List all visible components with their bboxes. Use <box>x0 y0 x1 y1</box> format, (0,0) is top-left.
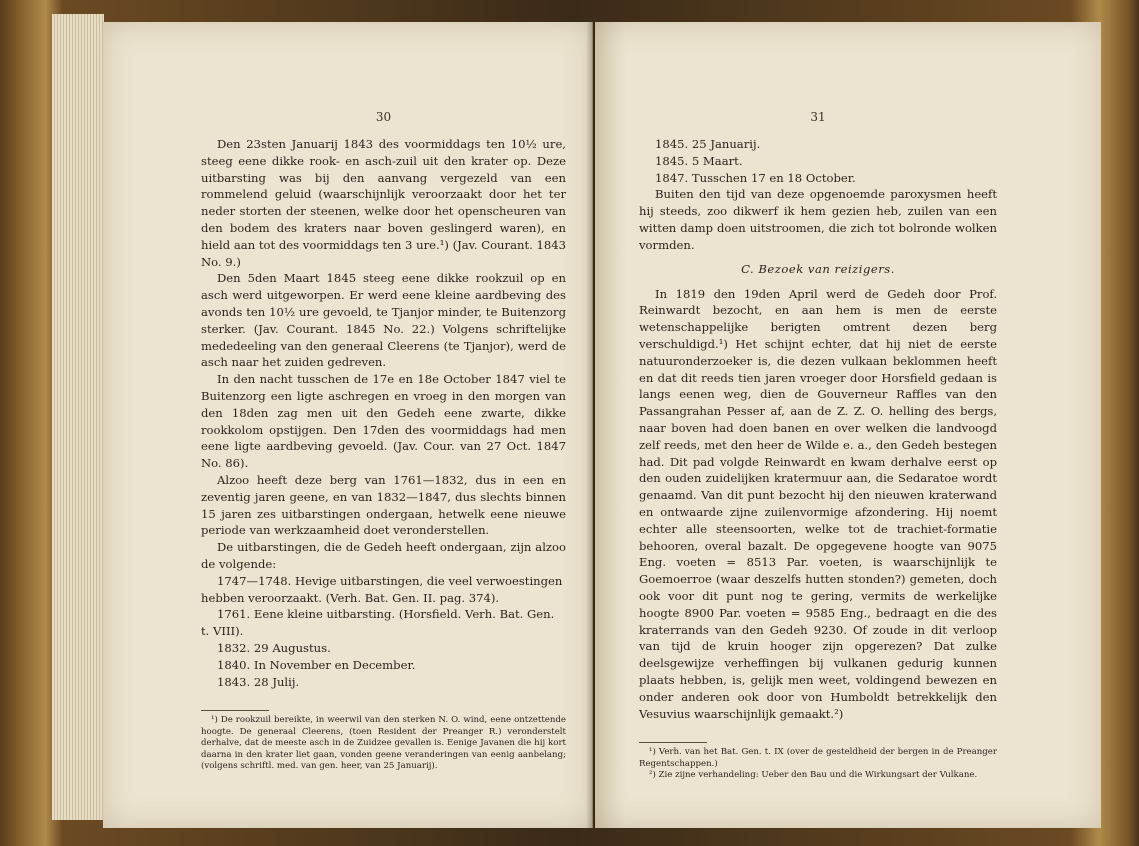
right-body-text-top <box>639 186 997 253</box>
paragraph: In 1819 den 19den April werd de Gedeh door Prof. Reinwardt bezocht, en aan hem is men de eerste wetenschappelijke berigten omtrent dezen berg verschuldigd.¹) Het schijnt echter, dat hij niet de eerste natuuronderzoeker is, die dezen vulkaan beklommen heeft en dat dit reeds tien jaren vroeger door Horsfield gedaan is langs eenen weg, dien de Gouverneur Raffles van den Passangrahan Pesser af, aan de Z. Z. O. helling des bergs, naar boven had doen banen en over welken die landvoogd zelf reeds, met den heer de Wilde e. a., den Gedeh bestegen had. Dit pad volgde Reinwardt en kwam derhalve eerst op den ouden zuidelijken kratermuur aan, die Sedaratoe wordt genaamd. Van dit punt bezocht hij den nieuwen kraterwand en ontwaarde zijne zuilenvormige afzondering. Hij noemt echter alle steensoorten, welke tot de trachiet-formatie behooren, overal bazalt. De opgegevene hoogte van 9075 Eng. voeten = 8513 Par. voeten, is waarschijnlijk te Goemoerroe (waar deszelfs hutten stonden?) gemeten, doch ook voor dit punt nog te gering, vermits de werkelijke hoogte 8900 Par. voeten = 9585 Eng., bedraagt en die des kraterrands van den Gedeh 9230. Of zoude in dit verloop van tijd de kruin hooger zijn opgerezen? Dat zulke deelsgewijze verheffingen bij vulkanen gedurig kunnen plaats hebben, is, gelijk men weet, voldingend bewezen en onder anderen ook door von Humboldt betrekkelijk den Vesuvius waarschijnlijk gemaakt.²) <box>639 286 997 721</box>
paragraph: De uitbarstingen, die de Gedeh heeft ondergaan, zijn alzoo de volgende: <box>201 540 566 571</box>
list-item: 1843. 28 Julij. <box>217 674 300 689</box>
paragraph: Buiten den tijd van deze opgenoemde paroxysmen heeft hij steeds, zoo dikwerf ik hem gezien heb, zuilen van een witten damp doen uitstroomen, die zich tot bolronde wolken vormden. <box>639 187 997 252</box>
left-body-text <box>201 136 566 573</box>
paragraph: Den 5den Maart 1845 steeg eene dikke rookzuil op en asch werd uitgeworpen. Er werd eene kleine aardbeving des avonds ten 10½ ure gevoeld, te Tjanjor minder, te Buitenzorg sterker. (Jav. Courant. 1845 No. 22.) Volgens schriftelijke mededeeling van den generaal Cleerens (te Tjanjor), werd de asch naar het zuiden gedreven. <box>201 271 566 370</box>
footnote: ¹) De rookzuil bereikte, in weerwil van den sterken N. O. wind, eene ontzettende hoogte. De generaal Cleerens, (toen Resident der Preanger R.) veronderstelt derhalve, dat de meeste asch in de Zuidzee gevallen is. Eenige Javanen die hij kort daarna in den krater liet gaan, vonden geene veranderingen van eenig aanbelang; (volgens schriftl. med. van gen. heer, van 25 Januarij). <box>201 715 566 771</box>
page-number-right: 31 <box>810 110 826 124</box>
list-item: 1840. In November en December. <box>217 657 416 672</box>
section-heading: C. Bezoek van reizigers. <box>741 261 895 276</box>
footnote-rule <box>201 710 269 711</box>
footnote-rule <box>639 742 707 743</box>
list-item: 1845. 5 Maart. <box>655 153 743 168</box>
left-page <box>103 22 593 828</box>
eruption-list-right <box>639 136 997 186</box>
paragraph: Alzoo heeft deze berg van 1761—1832, dus in een en zeventig jaren geene, en van 1832—1847, dus slechts binnen 15 jaren zes uitbarstingen ondergaan, hetwelk eene nieuwe periode van werkzaamheid doet veronderstellen. <box>201 472 566 538</box>
list-item: 1832. 29 Augustus. <box>217 640 331 655</box>
list-item: 1847. Tusschen 17 en 18 October. <box>655 170 856 185</box>
page-edges <box>52 14 104 820</box>
paragraph: Den 23sten Januarij 1843 des voormiddags ten 10½ ure, steeg eene dikke rook- en asch-zuil uit den krater op. Deze uitbarsting was bij den aanvang vergezeld van een rommelend geluid (waarschijnlijk veroorzaakt door het ter neder storten der steenen, welke door het openscheuren van den bodem des kraters naar boven geslingerd waren), en hield aan tot des voormiddags ten 3 ure.¹) (Jav. Courant. 1843 No. 9.) <box>201 137 566 269</box>
right-page <box>595 22 1101 828</box>
footnote: ¹) Verh. van het Bat. Gen. t. IX (over de gesteldheid der bergen in de Preanger Regentschappen.) <box>639 747 997 769</box>
page-number-left: 30 <box>375 110 392 124</box>
list-item: 1761. Eene kleine uitbarsting. (Horsfield. Verh. Bat. Gen. t. VIII). <box>201 607 555 639</box>
footnote: ²) Zie zijne verhandeling: Ueber den Bau und die Wirkungsart der Vulkane. <box>649 770 978 781</box>
list-item: 1747—1748. Hevige uitbarstingen, die veel verwoestingen hebben veroorzaakt. (Verh. Bat. Gen. II. pag. 374). <box>201 573 563 605</box>
footnotes-left <box>201 715 566 772</box>
footnotes-right <box>639 747 997 781</box>
right-body-text <box>639 286 997 723</box>
list-item: 1845. 25 Januarij. <box>655 137 761 151</box>
paragraph: In den nacht tusschen de 17e en 18e October 1847 viel te Buitenzorg een ligte aschregen en vroeg in den morgen van den 18den zag men uit den Gedeh eene zwarte, dikke rookkolom opstijgen. Den 17den des voormiddags had men eene ligte aardbeving gevoeld. (Jav. Cour. van 27 Oct. 1847 No. 86). <box>201 372 566 471</box>
eruption-list-left <box>201 573 566 691</box>
